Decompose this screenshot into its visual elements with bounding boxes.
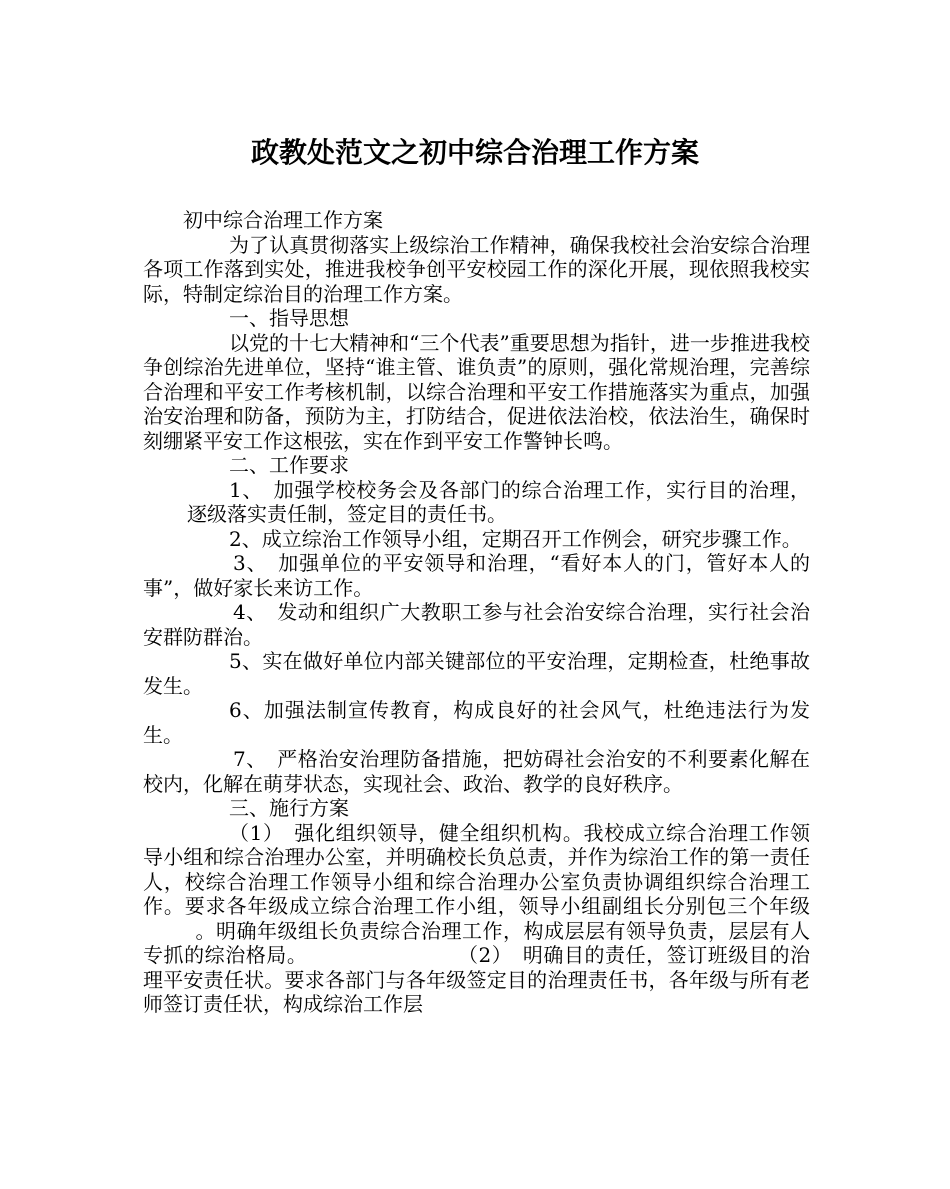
requirement-item-6: 6、加强法制宣传教育，构成良好的社会风气，杜绝违法行为发生。	[143, 698, 810, 747]
plan-item-1-part-b: 。明确年级组长负责综合治理工作，构成层层有领导负责，层层有人专抓的综治格局。	[143, 918, 810, 967]
requirement-item-5: 5、实在做好单位内部关键部位的平安治理，定期检查，杜绝事故发生。	[143, 649, 810, 698]
implementation-paragraph	[143, 821, 810, 1017]
requirement-item-3: 3、 加强单位的平安领导和治理，“看好本人的门，管好本人的事”，做好家长来访工作。	[143, 551, 810, 600]
requirement-item-1	[143, 478, 810, 527]
section-heading-implementation: 三、施行方案	[229, 796, 349, 820]
section-heading-guiding-thought: 一、指导思想	[229, 306, 349, 330]
requirement-item-1-part-a: 1、 加强学校校务会及各部门的综合治理工作，实行目的治理，	[229, 477, 810, 502]
section-heading-requirements: 二、工作要求	[229, 453, 349, 477]
plan-item-1-part-a: （1） 强化组织领导，健全组织机构。我校成立综合治理工作领导小组和综合治理办公室，并明确校长负总责，并作为综治工作的第一责任人，校综合治理工作领导小组和综合治理办公室负责协调组织综合治理工作。要求各年级成立综合治理工作小组，领导小组副组长分别包三个年级	[143, 820, 810, 918]
document-body	[143, 208, 810, 1017]
requirement-item-2: 2、成立综治工作领导小组，定期召开工作例会，研究步骤工作。	[229, 526, 802, 551]
subtitle: 初中综合治理工作方案	[183, 208, 383, 232]
requirement-item-1-part-b: 逐级落实责任制，签定目的责任书。	[187, 502, 507, 526]
requirement-item-7: 7、 严格治安治理防备措施，把妨碍社会治安的不利要素化解在校内，化解在萌芽状态，实现社会、政治、教学的良好秩序。	[143, 747, 810, 796]
document-title: 政教处范文之初中综合治理工作方案	[250, 136, 699, 169]
intro-paragraph: 为了认真贯彻落实上级综治工作精神，确保我校社会治安综合治理各项工作落到实处，推进我校争创平安校园工作的深化开展，现依照我校实际，特制定综治目的治理工作方案。	[143, 232, 810, 306]
requirement-item-4: 4、 发动和组织广大教职工参与社会治安综合治理，实行社会治安群防群治。	[143, 600, 810, 649]
guiding-thought-paragraph: 以党的十七大精神和“三个代表”重要思想为指针，进一步推进我校争创综治先进单位，坚持“谁主管、谁负责”的原则，强化常规治理，完善综合治理和平安工作考核机制，以综合治理和平安工作措施落实为重点，加强治安治理和防备，预防为主，打防结合，促进依法治校，依法治生，确保时刻绷紧平安工作这根弦，实在作到平安工作警钟长鸣。	[143, 330, 810, 453]
plan-item-2: （2） 明确目的责任，签订班级目的治理平安责任状。要求各部门与各年级签定目的治理责任书，各年级与所有老师签订责任状，构成综治工作层	[143, 943, 810, 1016]
